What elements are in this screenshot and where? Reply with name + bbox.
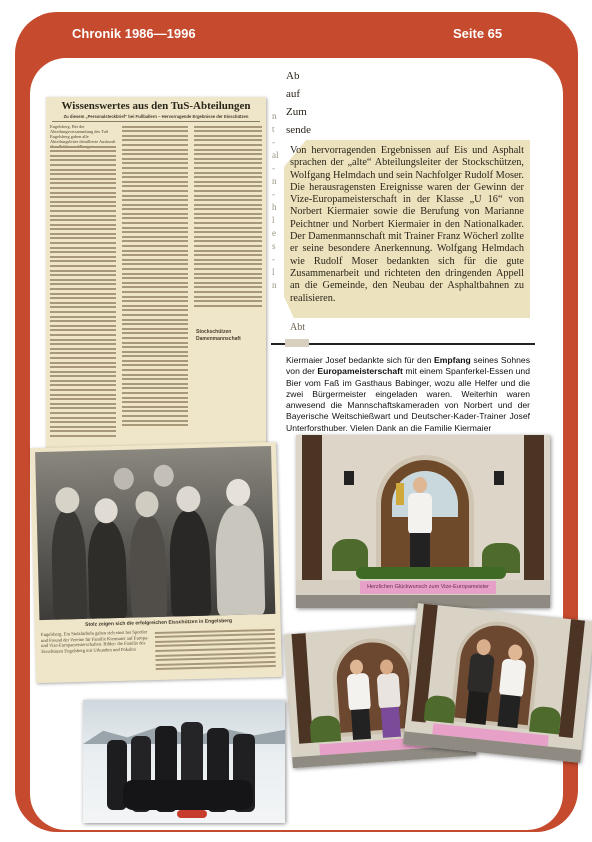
clipping-subtitle: Zu diesem „Personalsteckbrief“ bei Fußballern – Hervorragende Ergebnisse der Eisschützen	[52, 114, 260, 122]
photo-caption	[286, 355, 530, 434]
wall-lamp	[344, 471, 354, 485]
person	[346, 673, 371, 712]
person-legs	[381, 707, 401, 738]
clipping-remnant	[285, 339, 309, 347]
page-number: Seite 65	[453, 26, 503, 41]
person-legs	[466, 691, 489, 725]
person-head	[226, 479, 251, 507]
person	[129, 515, 168, 618]
person	[408, 493, 432, 535]
caption-text: Kiermaier Josef bedankte sich für den	[286, 355, 435, 365]
person-head	[153, 465, 174, 488]
clipping-fragment-strip: n t - al - n - h l e s - l n	[272, 111, 279, 290]
person	[467, 653, 495, 695]
curling-stones	[177, 810, 207, 818]
person	[377, 673, 401, 710]
highlight-text: Von hervorragenden Ergebnissen auf Eis und Asphalt sprachen der „alte“ Abteilungsleiter der Stockschützen, Wolfgang Helmdach und sein Nachfolger Rudolf Moser. Die herausragensten Ereignisse waren der Gewinn der Vize-Europameisterschaft in der Klasse „U 16“ von Norbert Kiermaier sowie die Berufung von Marianne Peichtner und Norbert Kiermaier in den Nationalkader. Der Damenmannschaft mit Trainer Franz Wöcherl zollte er seine besondere Anerkennung. Wolfgang Helmdach wie Rudolf Moser bedankten sich für die gute Zusammenarbeit und richteten den dringenden Appell an die Gemeinde, den Neubau der Asphaltbahnen zu realisieren.	[290, 145, 524, 304]
clipping-bold-snippet: Damenmannschaft	[196, 336, 241, 342]
person	[215, 504, 266, 615]
clipping-lead: Engelsberg. Bei der Abteilungsversammlung des TuS Engelsberg gaben alle Abteilungsleiter detaillierte Auskunft	[50, 124, 116, 144]
clipping-fragment: auf	[286, 88, 301, 100]
clipping-title: Wissenswertes aus den TuS-Abteilungen	[61, 100, 251, 112]
header-title: Chronik 1986—1996	[72, 26, 196, 41]
caption-text: seines Sohnes von der	[286, 355, 530, 377]
kneeling-row	[123, 780, 253, 810]
person-head	[135, 491, 159, 518]
newspaper-clipping-main	[46, 97, 266, 459]
person-head	[94, 498, 118, 524]
flower-pot	[529, 706, 562, 735]
door-arch	[330, 636, 417, 737]
clipping-photo-column	[155, 626, 276, 677]
divider-line	[271, 343, 535, 345]
congratulation-banner	[360, 581, 496, 594]
person	[169, 510, 212, 617]
clipping-fragment: Abt	[290, 322, 305, 333]
clipping-photo-text: Engelsberg. Ein Stolzlächeln gaben sich einst bei Sportler und Freund der Vereine für Familie Kiermaier auf Europa- und Vize-Europameisterschaften. Bilder: die Familie des Eisschützen Engelsberg mit Urkunden und Pokalen	[40, 629, 149, 654]
person	[499, 658, 527, 698]
flower-pot	[424, 694, 457, 723]
clipping-bold-snippet: Stockschützen	[196, 329, 232, 335]
clipping-column-3	[194, 123, 262, 323]
clipping-photo-headline: Stolz zeigen sich die erfolgreichen Eisschützen in Engelsberg	[85, 618, 233, 628]
caption-text: mit einem Spanferkel-Essen und Bier vom Faß im Gasthaus Babinger, wozu alle Helfer und die zwei Bürgermeister eingeladen waren. Weiterhin waren anwesend die Mannschaftskameraden von Norbert und der Bayerische Weitschießwart und Deutscher-Kader-Trainer Josef Unterforsthuber. Vielen Dank an die Familie Kiermaier	[286, 366, 530, 433]
person-head	[55, 487, 80, 514]
wooden-pillar	[559, 619, 585, 738]
caption-bold: Europameisterschaft	[317, 366, 403, 377]
clipping-column-1	[50, 143, 116, 455]
wooden-pillar	[302, 435, 322, 580]
clipping-column-2	[122, 123, 188, 455]
person-legs	[410, 533, 430, 569]
person-head	[176, 486, 201, 513]
plants-row	[356, 567, 506, 579]
wall-lamp	[494, 471, 504, 485]
clipping-fragment: Zum	[286, 106, 307, 118]
color-photo-team-on-ice	[83, 700, 285, 823]
group-photo-bw	[35, 446, 275, 620]
flower-pot	[309, 715, 341, 743]
clipping-fragment: sende	[286, 124, 312, 136]
clipping-fragment: Ab	[286, 70, 300, 82]
trophy-icon	[396, 483, 404, 505]
person-legs	[351, 709, 371, 740]
person-head	[413, 477, 427, 493]
newspaper-clipping-highlight	[278, 60, 530, 334]
color-photo-house	[296, 435, 550, 608]
door-arch	[450, 618, 542, 730]
wooden-pillar	[524, 435, 544, 580]
person	[51, 509, 88, 620]
newspaper-clipping-photo	[30, 442, 282, 683]
person-legs	[497, 694, 520, 728]
person	[87, 520, 128, 619]
color-photo-ceremony-right	[403, 603, 592, 763]
caption-bold: Empfang	[434, 355, 471, 365]
person-head	[114, 468, 135, 491]
banner-text: Herzlichen Glückwunsch zum Vize-Europameister	[367, 584, 489, 590]
